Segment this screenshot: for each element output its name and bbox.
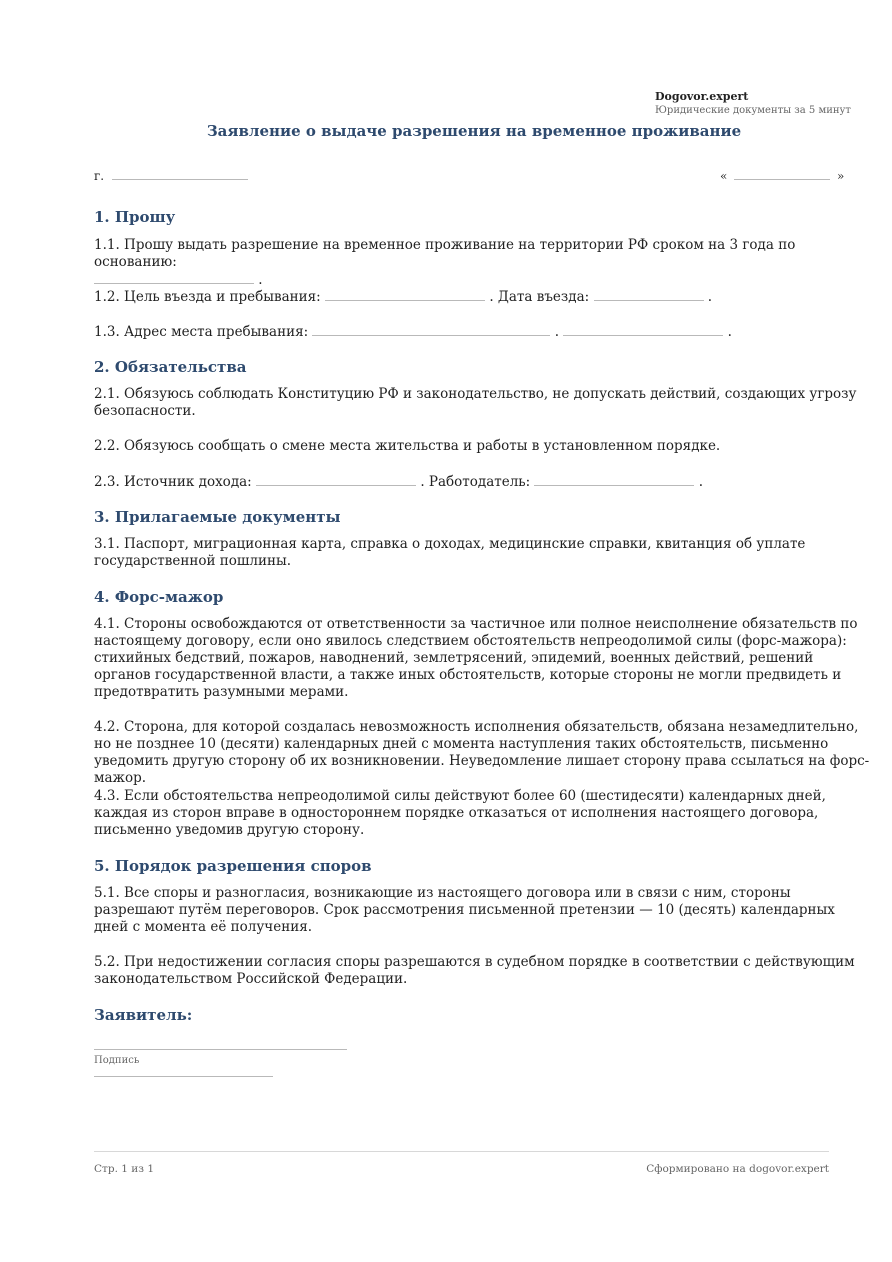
address-blank	[312, 323, 550, 336]
paragraph	[94, 323, 872, 341]
paragraph: 4.1. Стороны освобождаются от ответственности за частичное или полное неисполнение обязательств по настоящему договору, если оно явилось следствием обстоятельств непреодолимой силы (форс-мажора): стихийных бедствий, пожаров, наводнений, землетрясений, эпидемий, военных действий, решений органов государственной власти, а также иных обстоятельств, которые стороны не могли предвидеть и предотвратить разумными мерами.	[94, 616, 858, 700]
paragraph-text: 1.1. Прошу выдать разрешение на временное проживание на территории РФ сроком на 3 года по основанию:	[94, 237, 796, 270]
punctuation: .	[258, 272, 263, 288]
section-heading: 1. Прошу	[94, 208, 176, 226]
city-blank	[112, 167, 248, 180]
signature-label: Подпись	[94, 1055, 140, 1066]
income-source-blank	[256, 473, 416, 486]
city-field	[94, 167, 248, 183]
city-prefix: г.	[94, 169, 105, 183]
paragraph: 2.2. Обязуюсь сообщать о смене места жительства и работы в установленном порядке.	[94, 438, 721, 454]
date-blank	[734, 167, 830, 180]
punctuation: .	[707, 289, 713, 305]
section-heading: 5. Порядок разрешения споров	[94, 857, 372, 875]
generated-note: Сформировано на dogovor.expert	[646, 1163, 829, 1175]
date-open-quote: «	[720, 169, 728, 183]
footer-divider	[94, 1151, 829, 1152]
brand-name: Dogovor.expert	[655, 90, 749, 103]
document-title: Заявление о выдаче разрешения на временное проживание	[206, 122, 742, 140]
employer-blank	[534, 473, 694, 486]
paragraph: 5.1. Все споры и разногласия, возникающие из настоящего договора или в связи с ним, стороны разрешают путём переговоров. Срок рассмотрения письменной претензии — 10 (десять) календарных дней с момента её получения.	[94, 885, 835, 935]
paragraph	[94, 473, 872, 491]
name-line	[94, 1076, 273, 1077]
section-heading: 2. Обязательства	[94, 358, 247, 376]
field-label: . Дата въезда:	[489, 289, 590, 305]
section-heading: 3. Прилагаемые документы	[94, 508, 341, 526]
address-blank-2	[563, 323, 723, 336]
signature-line	[94, 1049, 347, 1050]
paragraph: 2.1. Обязуюсь соблюдать Конституцию РФ и законодательство, не допускать действий, создающих угрозу безопасности.	[94, 386, 857, 419]
paragraph: 4.3. Если обстоятельства непреодолимой силы действуют более 60 (шестидесяти) календарных дней, каждая из сторон вправе в одностороннем порядке отказаться от исполнения настоящего договора, письменно уведомив другую сторону.	[94, 788, 826, 838]
paragraph: 3.1. Паспорт, миграционная карта, справка о доходах, медицинские справки, квитанция об уплате государственной пошлины.	[94, 536, 806, 569]
field-label: 1.2. Цель въезда и пребывания:	[94, 289, 321, 305]
field-label: . Работодатель:	[420, 474, 531, 490]
date-close-quote: »	[837, 169, 845, 183]
paragraph: 5.2. При недостижении согласия споры разрешаются в судебном порядке в соответствии с действующим законодательством Российской Федерации.	[94, 954, 855, 987]
paragraph	[94, 237, 872, 289]
page-number: Стр. 1 из 1	[94, 1163, 155, 1175]
punctuation: .	[554, 324, 560, 340]
section-heading: 4. Форс-мажор	[94, 588, 224, 606]
entry-date-blank	[594, 288, 704, 301]
basis-blank	[94, 271, 254, 284]
field-label: 1.3. Адрес места пребывания:	[94, 324, 309, 340]
field-label: 2.3. Источник дохода:	[94, 474, 252, 490]
applicant-heading: Заявитель:	[94, 1006, 193, 1024]
punctuation: .	[727, 324, 732, 340]
punctuation: .	[698, 474, 704, 490]
purpose-blank	[325, 288, 485, 301]
paragraph: 4.2. Сторона, для которой создалась невозможность исполнения обязательств, обязана незамедлительно, но не позднее 10 (десяти) календарных дней с момента наступления таких обстоятельств, письменно уведомить другую сторону об их возникновении. Неуведомление лишает сторону права ссылаться на форс-мажор.	[94, 719, 870, 786]
brand-tagline: Юридические документы за 5 минут	[655, 105, 851, 116]
paragraph	[94, 288, 872, 306]
date-field	[720, 167, 844, 183]
